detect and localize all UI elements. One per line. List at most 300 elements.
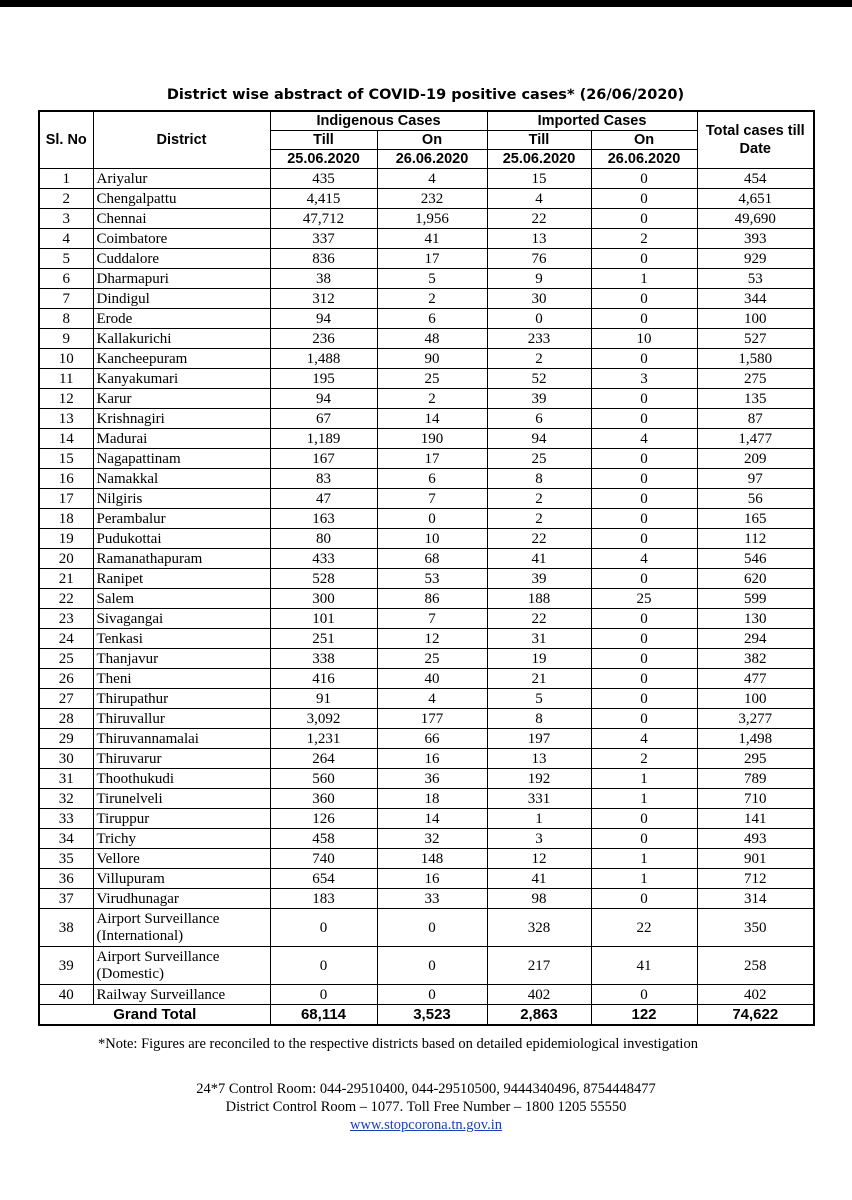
cell-total: 209: [697, 449, 814, 469]
cell-ind-on: 48: [377, 329, 487, 349]
cell-total: 97: [697, 469, 814, 489]
cell-sl: 27: [39, 689, 93, 709]
header-imp-on-date: 26.06.2020: [591, 150, 697, 169]
cell-district: Chengalpattu: [93, 189, 270, 209]
cell-imp-on: 0: [591, 249, 697, 269]
table-row: [39, 489, 814, 509]
cell-ind-till: 0: [270, 985, 377, 1005]
cell-ind-on: 41: [377, 229, 487, 249]
cell-imp-on: 1: [591, 269, 697, 289]
cell-imp-on: 10: [591, 329, 697, 349]
grand-total-imp-till: 2,863: [487, 1005, 591, 1026]
cell-ind-till: 67: [270, 409, 377, 429]
cell-imp-on: 2: [591, 229, 697, 249]
cell-ind-till: 836: [270, 249, 377, 269]
cell-imp-till: 233: [487, 329, 591, 349]
cell-ind-till: 94: [270, 389, 377, 409]
table-footer: [39, 1005, 814, 1026]
cell-district: Coimbatore: [93, 229, 270, 249]
cell-ind-till: 338: [270, 649, 377, 669]
table-row: [39, 209, 814, 229]
table-row: [39, 789, 814, 809]
cell-total: 112: [697, 529, 814, 549]
cell-sl: 9: [39, 329, 93, 349]
header-indigenous: Indigenous Cases: [270, 111, 487, 131]
cell-ind-till: 0: [270, 909, 377, 947]
cell-sl: 18: [39, 509, 93, 529]
cell-district: Dindigul: [93, 289, 270, 309]
table-row: [39, 985, 814, 1005]
cell-imp-on: 3: [591, 369, 697, 389]
cell-total: 295: [697, 749, 814, 769]
contact-footer: [0, 1080, 852, 1134]
cell-ind-on: 0: [377, 509, 487, 529]
cell-sl: 28: [39, 709, 93, 729]
cell-imp-on: 0: [591, 289, 697, 309]
cell-ind-till: 101: [270, 609, 377, 629]
cell-total: 275: [697, 369, 814, 389]
table-row: [39, 589, 814, 609]
cell-district: Chennai: [93, 209, 270, 229]
cell-ind-on: 5: [377, 269, 487, 289]
header-imp-till: Till: [487, 131, 591, 150]
cell-total: 382: [697, 649, 814, 669]
cell-district: Namakkal: [93, 469, 270, 489]
cell-ind-till: 1,488: [270, 349, 377, 369]
cell-total: 294: [697, 629, 814, 649]
cell-ind-on: 12: [377, 629, 487, 649]
cell-ind-till: 47: [270, 489, 377, 509]
cell-total: 712: [697, 869, 814, 889]
website-link[interactable]: www.stopcorona.tn.gov.in: [350, 1117, 502, 1133]
cell-total: 546: [697, 549, 814, 569]
cell-imp-till: 188: [487, 589, 591, 609]
table-row: [39, 369, 814, 389]
cell-imp-on: 22: [591, 909, 697, 947]
cell-district: Thiruvannamalai: [93, 729, 270, 749]
cell-sl: 33: [39, 809, 93, 829]
cell-sl: 7: [39, 289, 93, 309]
cell-ind-on: 4: [377, 689, 487, 709]
cell-imp-on: 0: [591, 469, 697, 489]
cell-imp-on: 0: [591, 569, 697, 589]
header-district: District: [93, 111, 270, 169]
cell-imp-till: 13: [487, 749, 591, 769]
cell-imp-on: 0: [591, 489, 697, 509]
cell-district: Dharmapuri: [93, 269, 270, 289]
cell-total: 314: [697, 889, 814, 909]
cell-sl: 37: [39, 889, 93, 909]
cell-imp-on: 4: [591, 429, 697, 449]
cell-ind-till: 360: [270, 789, 377, 809]
cell-imp-till: 0: [487, 309, 591, 329]
cell-district: Kanyakumari: [93, 369, 270, 389]
table-row: [39, 947, 814, 985]
cell-district: Thoothukudi: [93, 769, 270, 789]
table-row: [39, 689, 814, 709]
cell-total: 620: [697, 569, 814, 589]
cell-total: 789: [697, 769, 814, 789]
cell-imp-on: 1: [591, 849, 697, 869]
cell-ind-on: 36: [377, 769, 487, 789]
header-ind-till-date: 25.06.2020: [270, 150, 377, 169]
cell-sl: 19: [39, 529, 93, 549]
cell-total: 1,580: [697, 349, 814, 369]
cell-imp-on: 0: [591, 709, 697, 729]
cell-district: Ranipet: [93, 569, 270, 589]
cell-imp-till: 2: [487, 509, 591, 529]
cell-district: Salem: [93, 589, 270, 609]
cell-ind-on: 190: [377, 429, 487, 449]
cell-sl: 15: [39, 449, 93, 469]
cell-district: Tenkasi: [93, 629, 270, 649]
cell-imp-till: 41: [487, 549, 591, 569]
cell-ind-on: 10: [377, 529, 487, 549]
cell-district: Vellore: [93, 849, 270, 869]
cell-ind-till: 1,189: [270, 429, 377, 449]
cell-imp-till: 6: [487, 409, 591, 429]
cell-district: Theni: [93, 669, 270, 689]
table-row: [39, 269, 814, 289]
cell-ind-till: 528: [270, 569, 377, 589]
table-row: [39, 869, 814, 889]
cell-imp-on: 1: [591, 869, 697, 889]
cell-imp-till: 22: [487, 609, 591, 629]
cell-ind-till: 251: [270, 629, 377, 649]
cell-sl: 16: [39, 469, 93, 489]
cell-total: 393: [697, 229, 814, 249]
cell-imp-on: 0: [591, 609, 697, 629]
cell-total: 929: [697, 249, 814, 269]
cell-ind-on: 86: [377, 589, 487, 609]
cell-sl: 34: [39, 829, 93, 849]
cell-sl: 21: [39, 569, 93, 589]
cell-ind-on: 7: [377, 489, 487, 509]
cell-imp-on: 0: [591, 889, 697, 909]
cell-imp-on: 1: [591, 769, 697, 789]
cell-ind-till: 47,712: [270, 209, 377, 229]
cell-imp-on: 4: [591, 549, 697, 569]
grand-total-label: Grand Total: [39, 1005, 270, 1026]
cell-sl: 23: [39, 609, 93, 629]
cell-imp-till: 19: [487, 649, 591, 669]
cell-ind-on: 25: [377, 649, 487, 669]
cell-district: Virudhunagar: [93, 889, 270, 909]
cell-district: Airport Surveillance (Domestic): [93, 947, 270, 985]
cell-ind-on: 1,956: [377, 209, 487, 229]
cell-sl: 11: [39, 369, 93, 389]
table-row: [39, 469, 814, 489]
cell-district: Thiruvarur: [93, 749, 270, 769]
cell-imp-till: 4: [487, 189, 591, 209]
cell-district: Villupuram: [93, 869, 270, 889]
cell-imp-on: 0: [591, 985, 697, 1005]
cell-ind-till: 740: [270, 849, 377, 869]
table-row: [39, 189, 814, 209]
cell-imp-till: 13: [487, 229, 591, 249]
cell-ind-till: 236: [270, 329, 377, 349]
cell-sl: 13: [39, 409, 93, 429]
grand-total-row: [39, 1005, 814, 1026]
cell-ind-till: 195: [270, 369, 377, 389]
cell-imp-till: 22: [487, 529, 591, 549]
cell-imp-on: 0: [591, 189, 697, 209]
table-row: [39, 749, 814, 769]
cell-total: 710: [697, 789, 814, 809]
cell-ind-on: 0: [377, 947, 487, 985]
table-row: [39, 349, 814, 369]
cell-imp-on: 0: [591, 829, 697, 849]
table-row: [39, 629, 814, 649]
cell-total: 477: [697, 669, 814, 689]
cell-total: 4,651: [697, 189, 814, 209]
cell-ind-on: 17: [377, 449, 487, 469]
header-imported: Imported Cases: [487, 111, 697, 131]
cell-imp-till: 31: [487, 629, 591, 649]
cell-district: Thiruvallur: [93, 709, 270, 729]
cell-imp-on: 0: [591, 529, 697, 549]
cell-district: Tiruppur: [93, 809, 270, 829]
cell-sl: 31: [39, 769, 93, 789]
cell-imp-till: 15: [487, 169, 591, 189]
cell-ind-till: 38: [270, 269, 377, 289]
cell-imp-on: 0: [591, 809, 697, 829]
header-total: Total cases till Date: [697, 111, 814, 169]
cell-ind-till: 654: [270, 869, 377, 889]
cell-sl: 17: [39, 489, 93, 509]
cell-ind-on: 17: [377, 249, 487, 269]
cell-ind-on: 0: [377, 985, 487, 1005]
cell-sl: 1: [39, 169, 93, 189]
cell-sl: 29: [39, 729, 93, 749]
cell-district: Cuddalore: [93, 249, 270, 269]
cell-ind-on: 66: [377, 729, 487, 749]
cell-imp-till: 98: [487, 889, 591, 909]
cell-sl: 3: [39, 209, 93, 229]
cell-sl: 10: [39, 349, 93, 369]
table-row: [39, 709, 814, 729]
cell-ind-till: 458: [270, 829, 377, 849]
cell-sl: 2: [39, 189, 93, 209]
cell-ind-till: 83: [270, 469, 377, 489]
cell-district: Madurai: [93, 429, 270, 449]
cell-ind-on: 177: [377, 709, 487, 729]
grand-total-ind-on: 3,523: [377, 1005, 487, 1026]
cell-imp-on: 0: [591, 669, 697, 689]
cell-ind-on: 6: [377, 309, 487, 329]
cell-imp-till: 12: [487, 849, 591, 869]
cell-imp-till: 94: [487, 429, 591, 449]
cell-imp-till: 2: [487, 489, 591, 509]
cell-ind-on: 18: [377, 789, 487, 809]
cell-total: 141: [697, 809, 814, 829]
cell-imp-till: 30: [487, 289, 591, 309]
cell-ind-till: 435: [270, 169, 377, 189]
cell-imp-till: 5: [487, 689, 591, 709]
cell-sl: 24: [39, 629, 93, 649]
cell-total: 454: [697, 169, 814, 189]
cell-imp-till: 8: [487, 709, 591, 729]
cell-ind-till: 433: [270, 549, 377, 569]
cell-sl: 26: [39, 669, 93, 689]
cell-imp-till: 76: [487, 249, 591, 269]
cell-sl: 36: [39, 869, 93, 889]
cell-total: 100: [697, 309, 814, 329]
cell-sl: 38: [39, 909, 93, 947]
report-title: District wise abstract of COVID-19 positive cases* (26/06/2020): [166, 87, 685, 103]
header-imp-on: On: [591, 131, 697, 150]
cell-imp-on: 0: [591, 629, 697, 649]
cell-imp-on: 0: [591, 649, 697, 669]
cell-ind-till: 3,092: [270, 709, 377, 729]
table-row: [39, 569, 814, 589]
table-row: [39, 229, 814, 249]
cell-imp-till: 331: [487, 789, 591, 809]
table-body: [39, 169, 814, 1005]
cell-imp-till: 3: [487, 829, 591, 849]
table-row: [39, 429, 814, 449]
cell-total: 49,690: [697, 209, 814, 229]
cell-imp-on: 0: [591, 509, 697, 529]
cell-sl: 22: [39, 589, 93, 609]
cell-total: 350: [697, 909, 814, 947]
table-row: [39, 309, 814, 329]
table-row: [39, 609, 814, 629]
cell-ind-till: 300: [270, 589, 377, 609]
cell-imp-on: 0: [591, 309, 697, 329]
cell-ind-on: 68: [377, 549, 487, 569]
table-row: [39, 169, 814, 189]
cell-imp-till: 328: [487, 909, 591, 947]
cell-imp-till: 2: [487, 349, 591, 369]
cell-total: 165: [697, 509, 814, 529]
cell-imp-till: 1: [487, 809, 591, 829]
cell-ind-till: 183: [270, 889, 377, 909]
cell-total: 3,277: [697, 709, 814, 729]
cell-ind-on: 4: [377, 169, 487, 189]
cell-ind-on: 16: [377, 869, 487, 889]
table-row: [39, 409, 814, 429]
cell-district: Nagapattinam: [93, 449, 270, 469]
cell-district: Kancheepuram: [93, 349, 270, 369]
cell-imp-till: 22: [487, 209, 591, 229]
cell-total: 402: [697, 985, 814, 1005]
table-row: [39, 809, 814, 829]
header-sl-no: Sl. No: [39, 111, 93, 169]
cell-ind-till: 312: [270, 289, 377, 309]
cell-ind-on: 6: [377, 469, 487, 489]
cell-imp-on: 0: [591, 409, 697, 429]
table-row: [39, 729, 814, 749]
cell-ind-on: 53: [377, 569, 487, 589]
table-header: [39, 111, 814, 169]
cell-ind-on: 25: [377, 369, 487, 389]
cell-district: Ariyalur: [93, 169, 270, 189]
district-cases-table: [38, 110, 815, 1026]
cell-sl: 8: [39, 309, 93, 329]
table-row: [39, 509, 814, 529]
cell-imp-on: 1: [591, 789, 697, 809]
cell-district: Sivagangai: [93, 609, 270, 629]
header-ind-till: Till: [270, 131, 377, 150]
cell-district: Ramanathapuram: [93, 549, 270, 569]
cell-ind-till: 337: [270, 229, 377, 249]
cell-imp-on: 41: [591, 947, 697, 985]
table-row: [39, 549, 814, 569]
table-row: [39, 909, 814, 947]
district-control-line: District Control Room – 1077. Toll Free Number – 1800 1205 55550: [225, 1099, 627, 1115]
cell-total: 527: [697, 329, 814, 349]
cell-ind-on: 232: [377, 189, 487, 209]
cell-district: Kallakurichi: [93, 329, 270, 349]
cell-sl: 25: [39, 649, 93, 669]
cell-imp-till: 41: [487, 869, 591, 889]
cell-imp-till: 21: [487, 669, 591, 689]
cell-ind-till: 91: [270, 689, 377, 709]
table-row: [39, 289, 814, 309]
cell-ind-till: 4,415: [270, 189, 377, 209]
cell-district: Erode: [93, 309, 270, 329]
cell-total: 344: [697, 289, 814, 309]
cell-imp-till: 402: [487, 985, 591, 1005]
cell-imp-on: 0: [591, 389, 697, 409]
cell-district: Krishnagiri: [93, 409, 270, 429]
cell-ind-till: 0: [270, 947, 377, 985]
cell-imp-till: 8: [487, 469, 591, 489]
table-row: [39, 249, 814, 269]
cell-district: Nilgiris: [93, 489, 270, 509]
cell-imp-on: 25: [591, 589, 697, 609]
cell-imp-till: 25: [487, 449, 591, 469]
header-ind-on: On: [377, 131, 487, 150]
cell-total: 493: [697, 829, 814, 849]
table-row: [39, 449, 814, 469]
cell-district: Trichy: [93, 829, 270, 849]
cell-sl: 30: [39, 749, 93, 769]
cell-imp-on: 0: [591, 169, 697, 189]
cell-total: 87: [697, 409, 814, 429]
cell-district: Thirupathur: [93, 689, 270, 709]
cell-total: 1,477: [697, 429, 814, 449]
table-row: [39, 849, 814, 869]
cell-total: 53: [697, 269, 814, 289]
cell-sl: 12: [39, 389, 93, 409]
cell-sl: 20: [39, 549, 93, 569]
table-row: [39, 669, 814, 689]
cell-ind-on: 7: [377, 609, 487, 629]
cell-imp-till: 52: [487, 369, 591, 389]
table-row: [39, 389, 814, 409]
cell-ind-till: 1,231: [270, 729, 377, 749]
table-row: [39, 649, 814, 669]
cell-ind-on: 40: [377, 669, 487, 689]
cell-total: 258: [697, 947, 814, 985]
cell-sl: 32: [39, 789, 93, 809]
cell-total: 135: [697, 389, 814, 409]
grand-total-imp-on: 122: [591, 1005, 697, 1026]
cell-imp-on: 0: [591, 449, 697, 469]
cell-ind-on: 16: [377, 749, 487, 769]
cell-imp-till: 39: [487, 569, 591, 589]
grand-total-total: 74,622: [697, 1005, 814, 1026]
cell-ind-on: 14: [377, 809, 487, 829]
cell-district: Thanjavur: [93, 649, 270, 669]
cell-sl: 14: [39, 429, 93, 449]
table-row: [39, 829, 814, 849]
cell-sl: 4: [39, 229, 93, 249]
cell-ind-till: 80: [270, 529, 377, 549]
cell-imp-on: 4: [591, 729, 697, 749]
